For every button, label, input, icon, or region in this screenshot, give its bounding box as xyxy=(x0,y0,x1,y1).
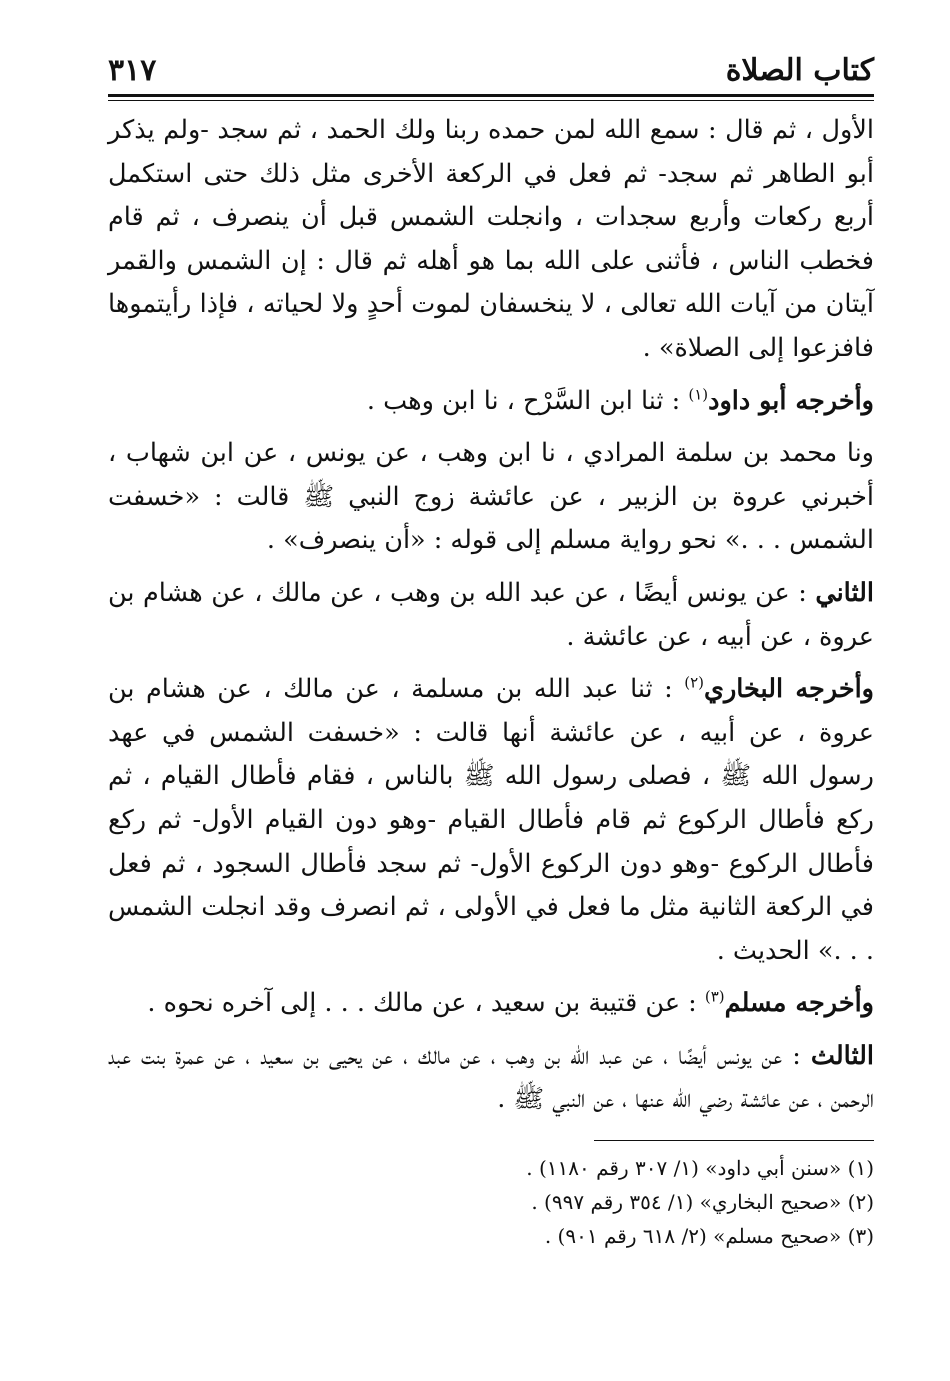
paragraph-lead: الثالث xyxy=(810,1040,874,1071)
paragraph-3 xyxy=(108,432,874,563)
footnote-marker: (٢) xyxy=(684,673,704,692)
footnote-1: (١) «سنن أبي داود» (١/ ٣٠٧ رقم ١١٨٠) . xyxy=(526,1156,874,1181)
page-header xyxy=(108,42,874,88)
footnote-marker: (١) xyxy=(688,385,709,404)
paragraph-5 xyxy=(108,668,874,973)
paragraph-6 xyxy=(108,982,874,1026)
footnote-2: (٢) «صحيح البخاري» (١/ ٣٥٤ رقم ٩٩٧) . xyxy=(531,1190,874,1215)
footnote-3: (٣) «صحيح مسلم» (٢/ ٦١٨ رقم ٩٠١) . xyxy=(544,1224,874,1249)
paragraph-1 xyxy=(108,109,874,371)
paragraph-2 xyxy=(108,380,874,424)
footnote-marker: (٣) xyxy=(704,987,725,1006)
paragraph-text: : ثنا ابن السَّرْح ، نا ابن وهب . xyxy=(366,385,689,416)
footnotes xyxy=(108,1151,874,1253)
running-title: كتاب الصلاة xyxy=(725,53,874,88)
paragraph-lead: وأخرجه أبو داود xyxy=(708,385,874,416)
body-text xyxy=(108,109,874,1122)
page-number: ٣١٧ xyxy=(108,53,157,88)
paragraph-text: : عن يونس أيضًا ، عن عبد الله بن وهب ، عن مالك ، عن يحيى بن سعيد ، عن عمرة بنت عبد الرحمن ، عن عائشة رضي الله عنها ، عن النبي ﷺ . xyxy=(108,1040,874,1115)
paragraph-text: الأول ، ثم قال : سمع الله لمن حمده ربنا ولك الحمد ، ثم سجد -ولم يذكر أبو الطاهر ثم سجد- ثم فعل في الركعة الأخرى مثل ذلك حتى استكمل أربع ركعات وأربع سجدات ، وانجلت الشمس قبل أن ينصرف ، ثم قام فخطب الناس ، فأثنى على الله بما هو أهله ثم قال : إن الشمس والقمر آيتان من آيات الله تعالى ، لا ينخسفان لموت أحدٍ ولا لحياته ، فإذا رأيتموها فافزعوا إلى الصلاة» . xyxy=(108,115,874,363)
paragraph-lead: وأخرجه البخاري xyxy=(704,674,874,705)
paragraph-lead: الثاني xyxy=(815,577,874,608)
paragraph-text: ونا محمد بن سلمة المرادي ، نا ابن وهب ، عن يونس ، عن ابن شهاب ، أخبرني عروة بن الزبير ، عن عائشة زوج النبي ﷺ قالت : «خسفت الشمس . . .» نحو رواية مسلم إلى قوله : «أن ينصرف» . xyxy=(108,438,874,556)
paragraph-text: : عن يونس أيضًا ، عن عبد الله بن وهب ، عن مالك ، عن هشام بن عروة ، عن أبيه ، عن عائشة . xyxy=(108,577,874,652)
paragraph-text: : عن قتيبة بن سعيد ، عن مالك . . . إلى آخره نحوه . xyxy=(147,988,705,1019)
paragraph-4 xyxy=(108,572,874,659)
header-rule xyxy=(108,94,874,97)
paragraph-7 xyxy=(108,1035,874,1122)
header-rule-thin xyxy=(108,100,874,101)
footnote-separator xyxy=(594,1140,874,1141)
paragraph-text: : ثنا عبد الله بن مسلمة ، عن مالك ، عن هشام بن عروة ، عن أبيه ، عن عائشة أنها قالت : «خسفت الشمس في عهد رسول الله ﷺ ، فصلى رسول الله ﷺ بالناس ، فقام فأطال القيام ، ثم ركع فأطال الركوع ثم قام فأطال القيام -وهو دون القيام الأول- ثم ركع فأطال الركوع -وهو دون الركوع الأول- ثم سجد فأطال السجود ، ثم فعل في الركعة الثانية مثل ما فعل في الأولى ، ثم انصرف وقد انجلت الشمس . . .» الحديث . xyxy=(108,674,874,966)
paragraph-lead: وأخرجه مسلم xyxy=(724,988,874,1019)
